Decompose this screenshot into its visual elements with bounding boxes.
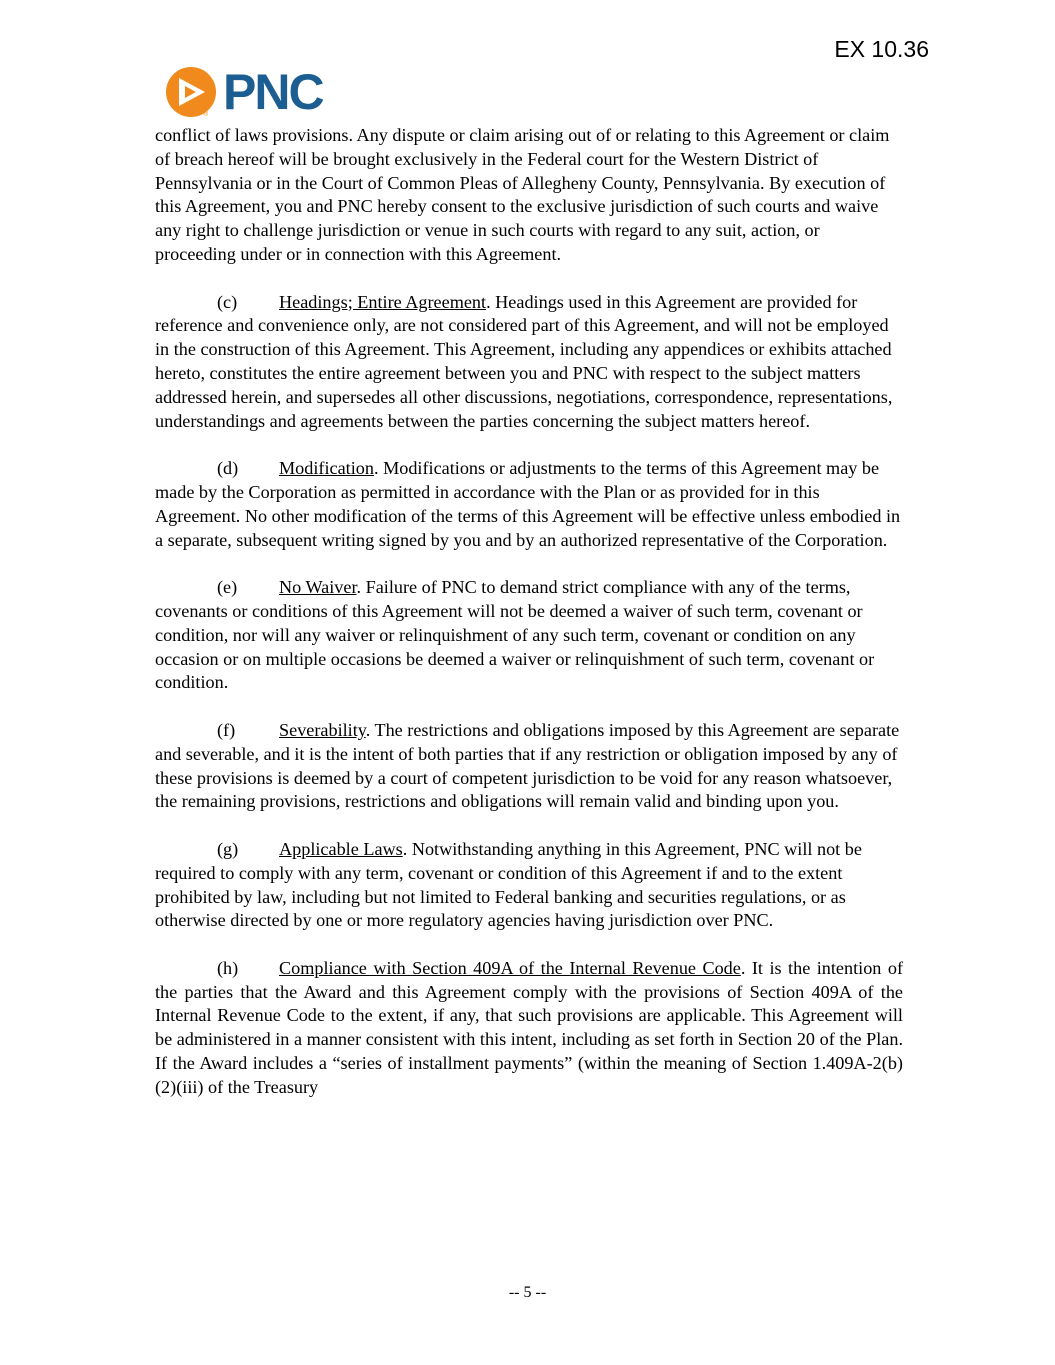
section-number: (g): [217, 838, 239, 859]
section-g: [155, 838, 903, 933]
section-heading: Headings; Entire Agreement: [279, 291, 487, 312]
section-number: (f): [217, 719, 236, 740]
pnc-triangle-logo-icon: [165, 66, 217, 118]
section-e: [155, 576, 903, 695]
section-number: (d): [217, 458, 239, 479]
section-text: . Headings used in this Agreement are provided for reference and convenience only, are not considered part of this Agreement, and will not be employed in the construction of this Agreement. This Agreement, including any appendices or exhibits attached hereto, constitutes the entire agreement between you and PNC with respect to the subject matters addressed herein, and supersedes all other discussions, negotiations, correspondence, representations, understandings and agreements between the parties concerning the subject matters hereof.: [155, 291, 893, 431]
section-text: . Modifications or adjustments to the terms of this Agreement may be made by the Corporation as permitted in accordance with the Plan or as provided for in this Agreement. No other modification of the terms of this Agreement will be effective unless embodied in a separate, subsequent writing signed by you and by an authorized representative of the Corporation.: [155, 458, 901, 550]
section-f: [155, 719, 903, 814]
document-body: [155, 124, 903, 1123]
section-text: . Failure of PNC to demand strict compliance with any of the terms, covenants or conditions of this Agreement will not be deemed a waiver of such term, covenant or condition, nor will any waiver or relinquishment of any such term, covenant or condition on any occasion or on multiple occasions be deemed a waiver or relinquishment of such term, covenant or condition.: [155, 577, 875, 693]
section-heading: No Waiver: [279, 577, 357, 598]
section-heading: Applicable Laws: [279, 838, 403, 859]
section-c: [155, 291, 903, 434]
page-number: -- 5 --: [508, 1284, 547, 1301]
logo-wordmark: PNC: [223, 64, 323, 120]
section-heading: Compliance with Section 409A of the Internal Revenue Code: [279, 957, 741, 978]
section-heading: Modification: [279, 458, 374, 479]
section-text: . Notwithstanding anything in this Agreement, PNC will not be required to comply with any term, covenant or condition of this Agreement if and to the extent prohibited by law, including but not limited to Federal banking and securities regulations, or as otherwise directed by one or more regulatory agencies having jurisdiction over PNC.: [155, 838, 862, 931]
section-number: (h): [217, 957, 239, 978]
section-h: [155, 957, 903, 1100]
section-text: . The restrictions and obligations imposed by this Agreement are separate and severable, and it is the intent of both parties that if any restriction or obligation imposed by any of these provisions is deemed by a court of competent jurisdiction to be void for any reason whatsoever, the remaining provisions, restrictions and obligations will remain valid and binding upon you.: [155, 719, 900, 812]
section-number: (e): [217, 577, 238, 598]
pnc-logo: [165, 66, 323, 118]
section-d: [155, 457, 903, 552]
lead-paragraph: conflict of laws provisions. Any dispute or claim arising out of or relating to this Agreement or claim of breach hereof will be brought exclusively in the Federal court for the Western District of Pennsylvania or in the Court of Common Pleas of Allegheny County, Pennsylvania. By execution of this Agreement, you and PNC hereby consent to the exclusive jurisdiction of such courts and waive any right to challenge jurisdiction or venue in such courts with regard to any suit, action, or proceeding under or in connection with this Agreement.: [155, 125, 890, 264]
svg-text:®: ®: [203, 111, 209, 118]
exhibit-label: EX 10.36: [834, 36, 929, 62]
section-text: . It is the intention of the parties that the Award and this Agreement comply with the provisions of Section 409A of the Internal Revenue Code to the extent, if any, that such provisions are applicable. This Agreement will be administered in a manner consistent with this intent, including as set forth in Section 20 of the Plan. If the Award includes a “series of installment payments” (within the meaning of Section 1.409A-2(b)(2)(iii) of the Treasury: [155, 957, 904, 1097]
section-number: (c): [217, 291, 238, 312]
section-heading: Severability: [279, 719, 366, 740]
